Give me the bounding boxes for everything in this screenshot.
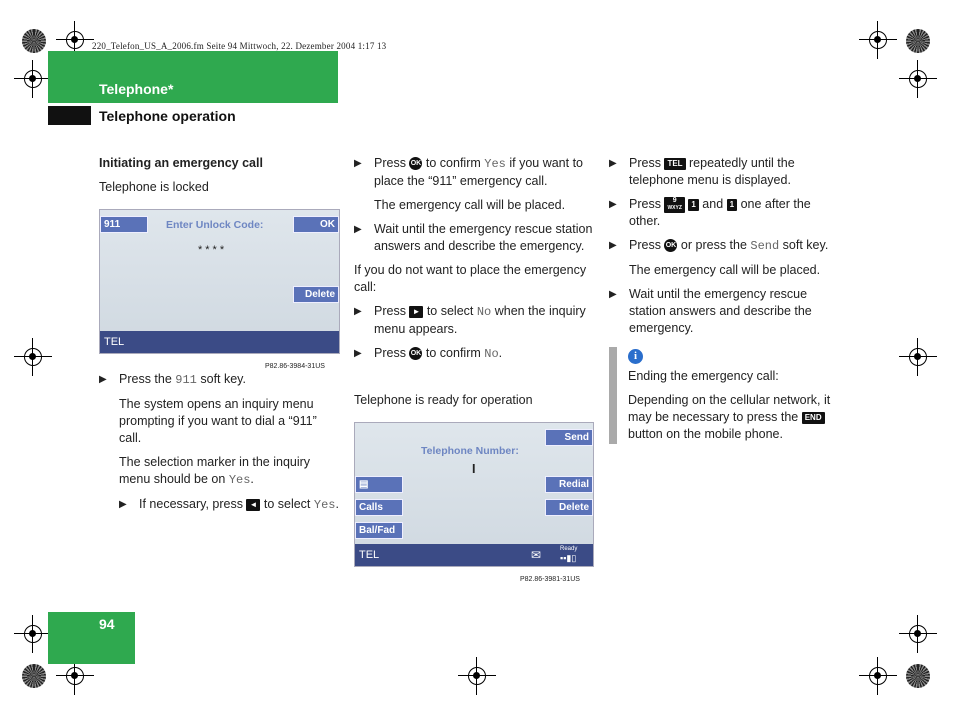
ok-key-icon: OK bbox=[409, 347, 422, 360]
code-field: **** bbox=[198, 244, 228, 256]
paragraph: The system opens an inquiry menu prompting if you want to dial a “911” call. bbox=[119, 397, 317, 445]
info-text: Depending on the cellular network, it may be necessary to press the END button on the mobile phone. bbox=[628, 393, 831, 441]
paragraph: The emergency call will be placed. bbox=[374, 198, 566, 212]
color-disc-mark bbox=[906, 29, 930, 53]
envelope-icon: ✉ bbox=[531, 548, 542, 562]
info-box bbox=[628, 347, 840, 443]
section-bar bbox=[48, 51, 338, 103]
end-key-icon: END bbox=[802, 412, 825, 424]
bullet-triangle-icon: ▶ bbox=[354, 224, 362, 235]
color-disc-mark bbox=[906, 664, 930, 688]
soft-key-calls[interactable]: Calls bbox=[355, 499, 403, 516]
tel-key-icon: TEL bbox=[664, 158, 685, 170]
screen-title: Enter Unlock Code: bbox=[166, 219, 264, 231]
right-arrow-key-icon: ► bbox=[409, 306, 423, 318]
registration-mark bbox=[907, 623, 929, 645]
info-title: Ending the emergency call: bbox=[628, 369, 779, 383]
column-1-steps bbox=[99, 371, 339, 521]
soft-key-bal-fad[interactable]: Bal/Fad bbox=[355, 522, 403, 539]
registration-mark bbox=[64, 665, 86, 687]
bullet-triangle-icon: ▶ bbox=[609, 289, 617, 300]
step: ▶ Press the 911 soft key. bbox=[99, 372, 246, 387]
bullet-triangle-icon: ▶ bbox=[354, 348, 362, 359]
registration-mark bbox=[64, 29, 86, 51]
registration-mark bbox=[466, 665, 488, 687]
column-3 bbox=[609, 155, 841, 344]
paragraph: If you do not want to place the emergency call: bbox=[354, 263, 587, 294]
soft-key-delete[interactable]: Delete bbox=[293, 286, 339, 303]
page-number: 94 bbox=[99, 616, 115, 632]
key-1-icon: 1 bbox=[688, 199, 698, 211]
ok-key-icon: OK bbox=[664, 239, 677, 252]
key-9-icon: 9 WXYZ bbox=[664, 197, 684, 213]
paragraph: The emergency call will be placed. bbox=[629, 263, 821, 277]
left-arrow-key-icon: ◄ bbox=[246, 499, 260, 511]
sub-step: ▶ If necessary, press ◄ to select Yes. bbox=[119, 497, 339, 512]
registration-mark bbox=[867, 29, 889, 51]
status-bar-tel: TEL bbox=[100, 331, 339, 353]
figure-caption: P82.86-3984-31US bbox=[265, 363, 325, 370]
ok-key-icon: OK bbox=[409, 157, 422, 170]
step: ▶ Press OK or press the Send soft key. bbox=[609, 238, 829, 253]
step: ▶ Wait until the emergency rescue station answers and describe the emergency. bbox=[354, 222, 593, 253]
key-1-icon: 1 bbox=[727, 199, 737, 211]
telephone-screen bbox=[354, 422, 594, 567]
emergency-heading: Initiating an emergency call bbox=[99, 156, 263, 170]
print-header-line: 220_Telefon_US_A_2006.fm Seite 94 Mittwoch, 22. Dezember 2004 1:17 13 bbox=[92, 41, 387, 51]
step: ▶ Wait until the emergency rescue station answers and describe the emergency. bbox=[609, 287, 812, 335]
paragraph: The selection marker in the inquiry menu should be on Yes. bbox=[119, 455, 311, 487]
registration-mark bbox=[867, 665, 889, 687]
column-2 bbox=[354, 155, 594, 370]
signal-strength-icon: ▪▪▮▯ bbox=[560, 553, 577, 563]
status-locked: Telephone is locked bbox=[99, 180, 209, 194]
subsection-title: Telephone operation bbox=[99, 108, 236, 124]
status-ready: Telephone is ready for operation bbox=[354, 393, 533, 407]
page-number-box bbox=[48, 612, 135, 664]
registration-mark bbox=[22, 623, 44, 645]
step: ▶ Press OK to confirm Yes if you want to place the “911” emergency call. bbox=[354, 156, 583, 188]
bullet-triangle-icon: ▶ bbox=[609, 240, 617, 251]
subsection-marker bbox=[48, 106, 91, 125]
step: ▶ Press 9 WXYZ 1 and 1 one after the other. bbox=[609, 196, 811, 228]
registration-mark bbox=[907, 68, 929, 90]
color-disc-mark bbox=[22, 29, 46, 53]
bullet-triangle-icon: ▶ bbox=[354, 306, 362, 317]
color-disc-mark bbox=[22, 664, 46, 688]
status-bar-tel: TEL ✉ Ready ▪▪▮▯ bbox=[355, 544, 593, 566]
registration-mark bbox=[22, 346, 44, 368]
phonebook-icon[interactable]: ▤ bbox=[355, 476, 403, 493]
registration-mark bbox=[22, 68, 44, 90]
info-icon: i bbox=[628, 349, 643, 364]
ready-label: Ready bbox=[560, 546, 578, 552]
text-cursor: I bbox=[472, 462, 476, 476]
step: ▶ Press ► to select No when the inquiry menu appears. bbox=[354, 304, 586, 336]
bullet-triangle-icon: ▶ bbox=[609, 158, 617, 169]
registration-mark bbox=[907, 346, 929, 368]
step: ▶ Press OK to confirm No. bbox=[354, 346, 503, 361]
unlock-screen bbox=[99, 209, 340, 354]
bullet-triangle-icon: ▶ bbox=[119, 499, 127, 510]
section-title: Telephone* bbox=[99, 81, 174, 97]
column-1 bbox=[99, 155, 339, 203]
bullet-triangle-icon: ▶ bbox=[354, 158, 362, 169]
soft-key-delete[interactable]: Delete bbox=[545, 499, 593, 516]
step: ▶ Press TEL repeatedly until the telephone menu is displayed. bbox=[609, 156, 795, 187]
soft-key-send[interactable]: Send bbox=[545, 429, 593, 446]
bullet-triangle-icon: ▶ bbox=[609, 199, 617, 210]
bullet-triangle-icon: ▶ bbox=[99, 374, 107, 385]
soft-key-ok[interactable]: OK bbox=[293, 216, 339, 233]
info-sidebar bbox=[609, 347, 617, 444]
figure-caption: P82.86-3981-31US bbox=[520, 576, 580, 583]
soft-key-redial[interactable]: Redial bbox=[545, 476, 593, 493]
soft-key-911[interactable]: 911 bbox=[100, 216, 148, 233]
screen-title: Telephone Number: bbox=[421, 445, 519, 457]
